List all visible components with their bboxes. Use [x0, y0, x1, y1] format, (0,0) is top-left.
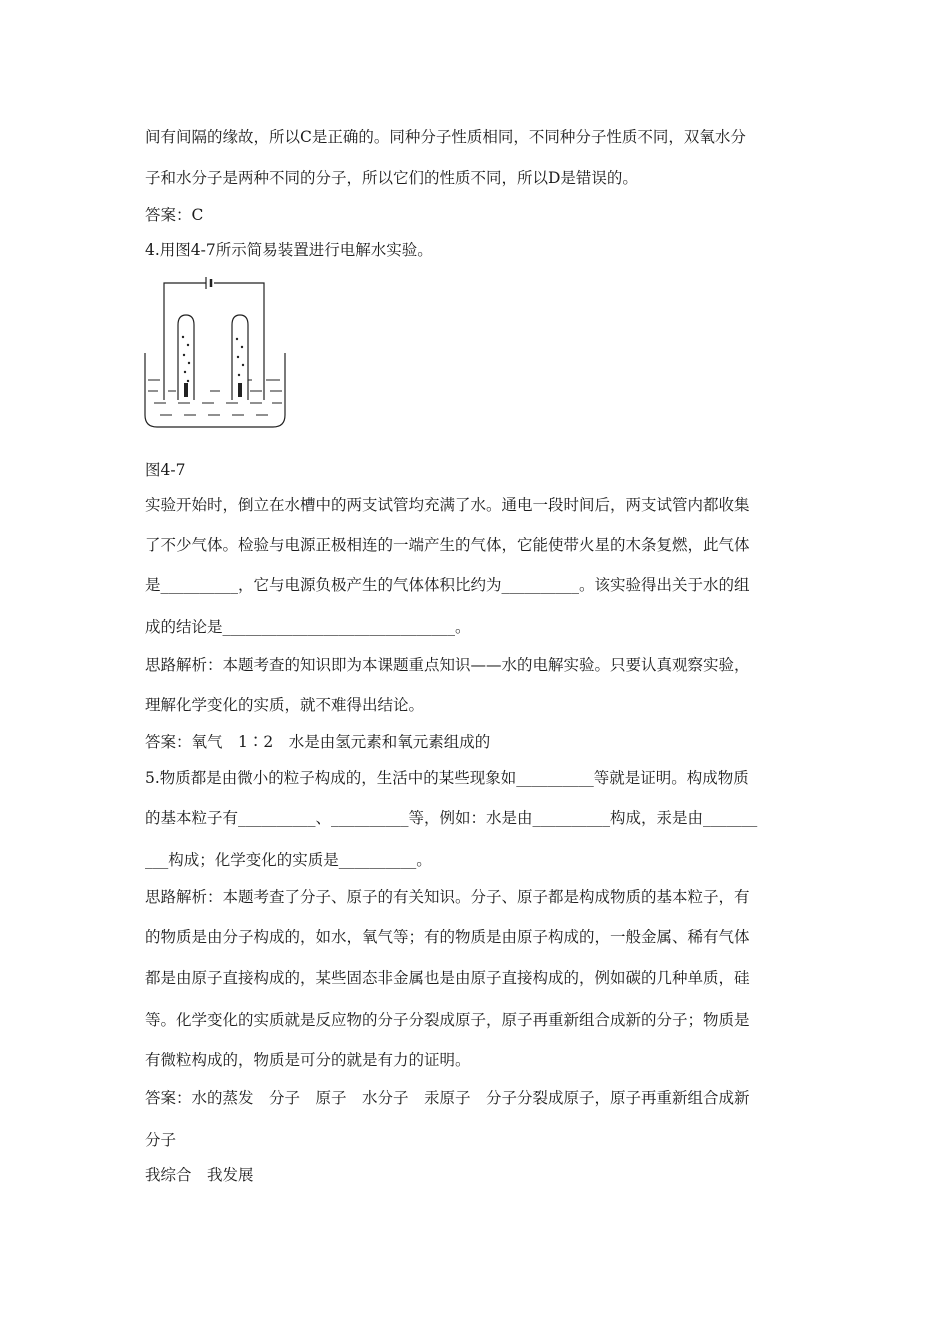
answer-line: 答案：C: [145, 206, 204, 224]
analysis-line: 等。化学变化的实质就是反应物的分子分裂成原子，原子再重新组合成新的分子；物质是: [145, 1011, 750, 1029]
text-line: 是__________，它与电源负极产生的气体体积比约为__________。该实验得出关于水的组: [145, 576, 750, 594]
analysis-line: 理解化学变化的实质，就不难得出结论。: [145, 696, 425, 714]
text-line: 间有间隔的缘故，所以C是正确的。同种分子性质相同，不同种分子性质不同，双氧水分: [145, 128, 746, 146]
text-line: 了不少气体。检验与电源正极相连的一端产生的气体，它能使带火星的木条复燃，此气体: [145, 536, 750, 554]
text-line: 的基本粒子有__________、__________等，例如：水是由__________构成，汞是由_______: [145, 809, 758, 827]
question-5: 5.物质都是由微小的粒子构成的，生活中的某些现象如__________等就是证明。构成物质: [145, 769, 749, 787]
electrolysis-apparatus-figure: [140, 275, 290, 435]
answer-line: 答案：水的蒸发 分子 原子 水分子 汞原子 分子分裂成原子，原子再重新组合成新: [145, 1089, 750, 1107]
analysis-line: 都是由原子直接构成的，某些固态非金属也是由原子直接构成的，例如碳的几种单质，硅: [145, 969, 750, 987]
question-4: 4.用图4-7所示简易装置进行电解水实验。: [145, 241, 433, 259]
text-line: 实验开始时，倒立在水槽中的两支试管均充满了水。通电一段时间后，两支试管内都收集: [145, 496, 750, 514]
analysis-line: 有微粒构成的，物质是可分的就是有力的证明。: [145, 1051, 471, 1069]
text-line: 子和水分子是两种不同的分子，所以它们的性质不同，所以D是错误的。: [145, 169, 638, 187]
analysis-line: 的物质是由分子构成的，如水，氧气等；有的物质是由原子构成的，一般金属、稀有气体: [145, 928, 750, 946]
analysis-line: 思路解析：本题考查了分子、原子的有关知识。分子、原子都是构成物质的基本粒子，有: [145, 888, 750, 906]
analysis-line: 思路解析：本题考查的知识即为本课题重点知识——水的电解实验。只要认真观察实验，: [145, 656, 750, 674]
answer-line: 答案：氧气 1∶2 水是由氢元素和氧元素组成的: [145, 733, 491, 751]
text-line: 成的结论是______________________________。: [145, 618, 471, 636]
figure-caption: 图4-7: [145, 461, 186, 479]
section-heading: 我综合 我发展: [145, 1166, 254, 1184]
answer-line: 分子: [145, 1131, 177, 1149]
text-line: ___构成；化学变化的实质是__________。: [145, 851, 432, 869]
